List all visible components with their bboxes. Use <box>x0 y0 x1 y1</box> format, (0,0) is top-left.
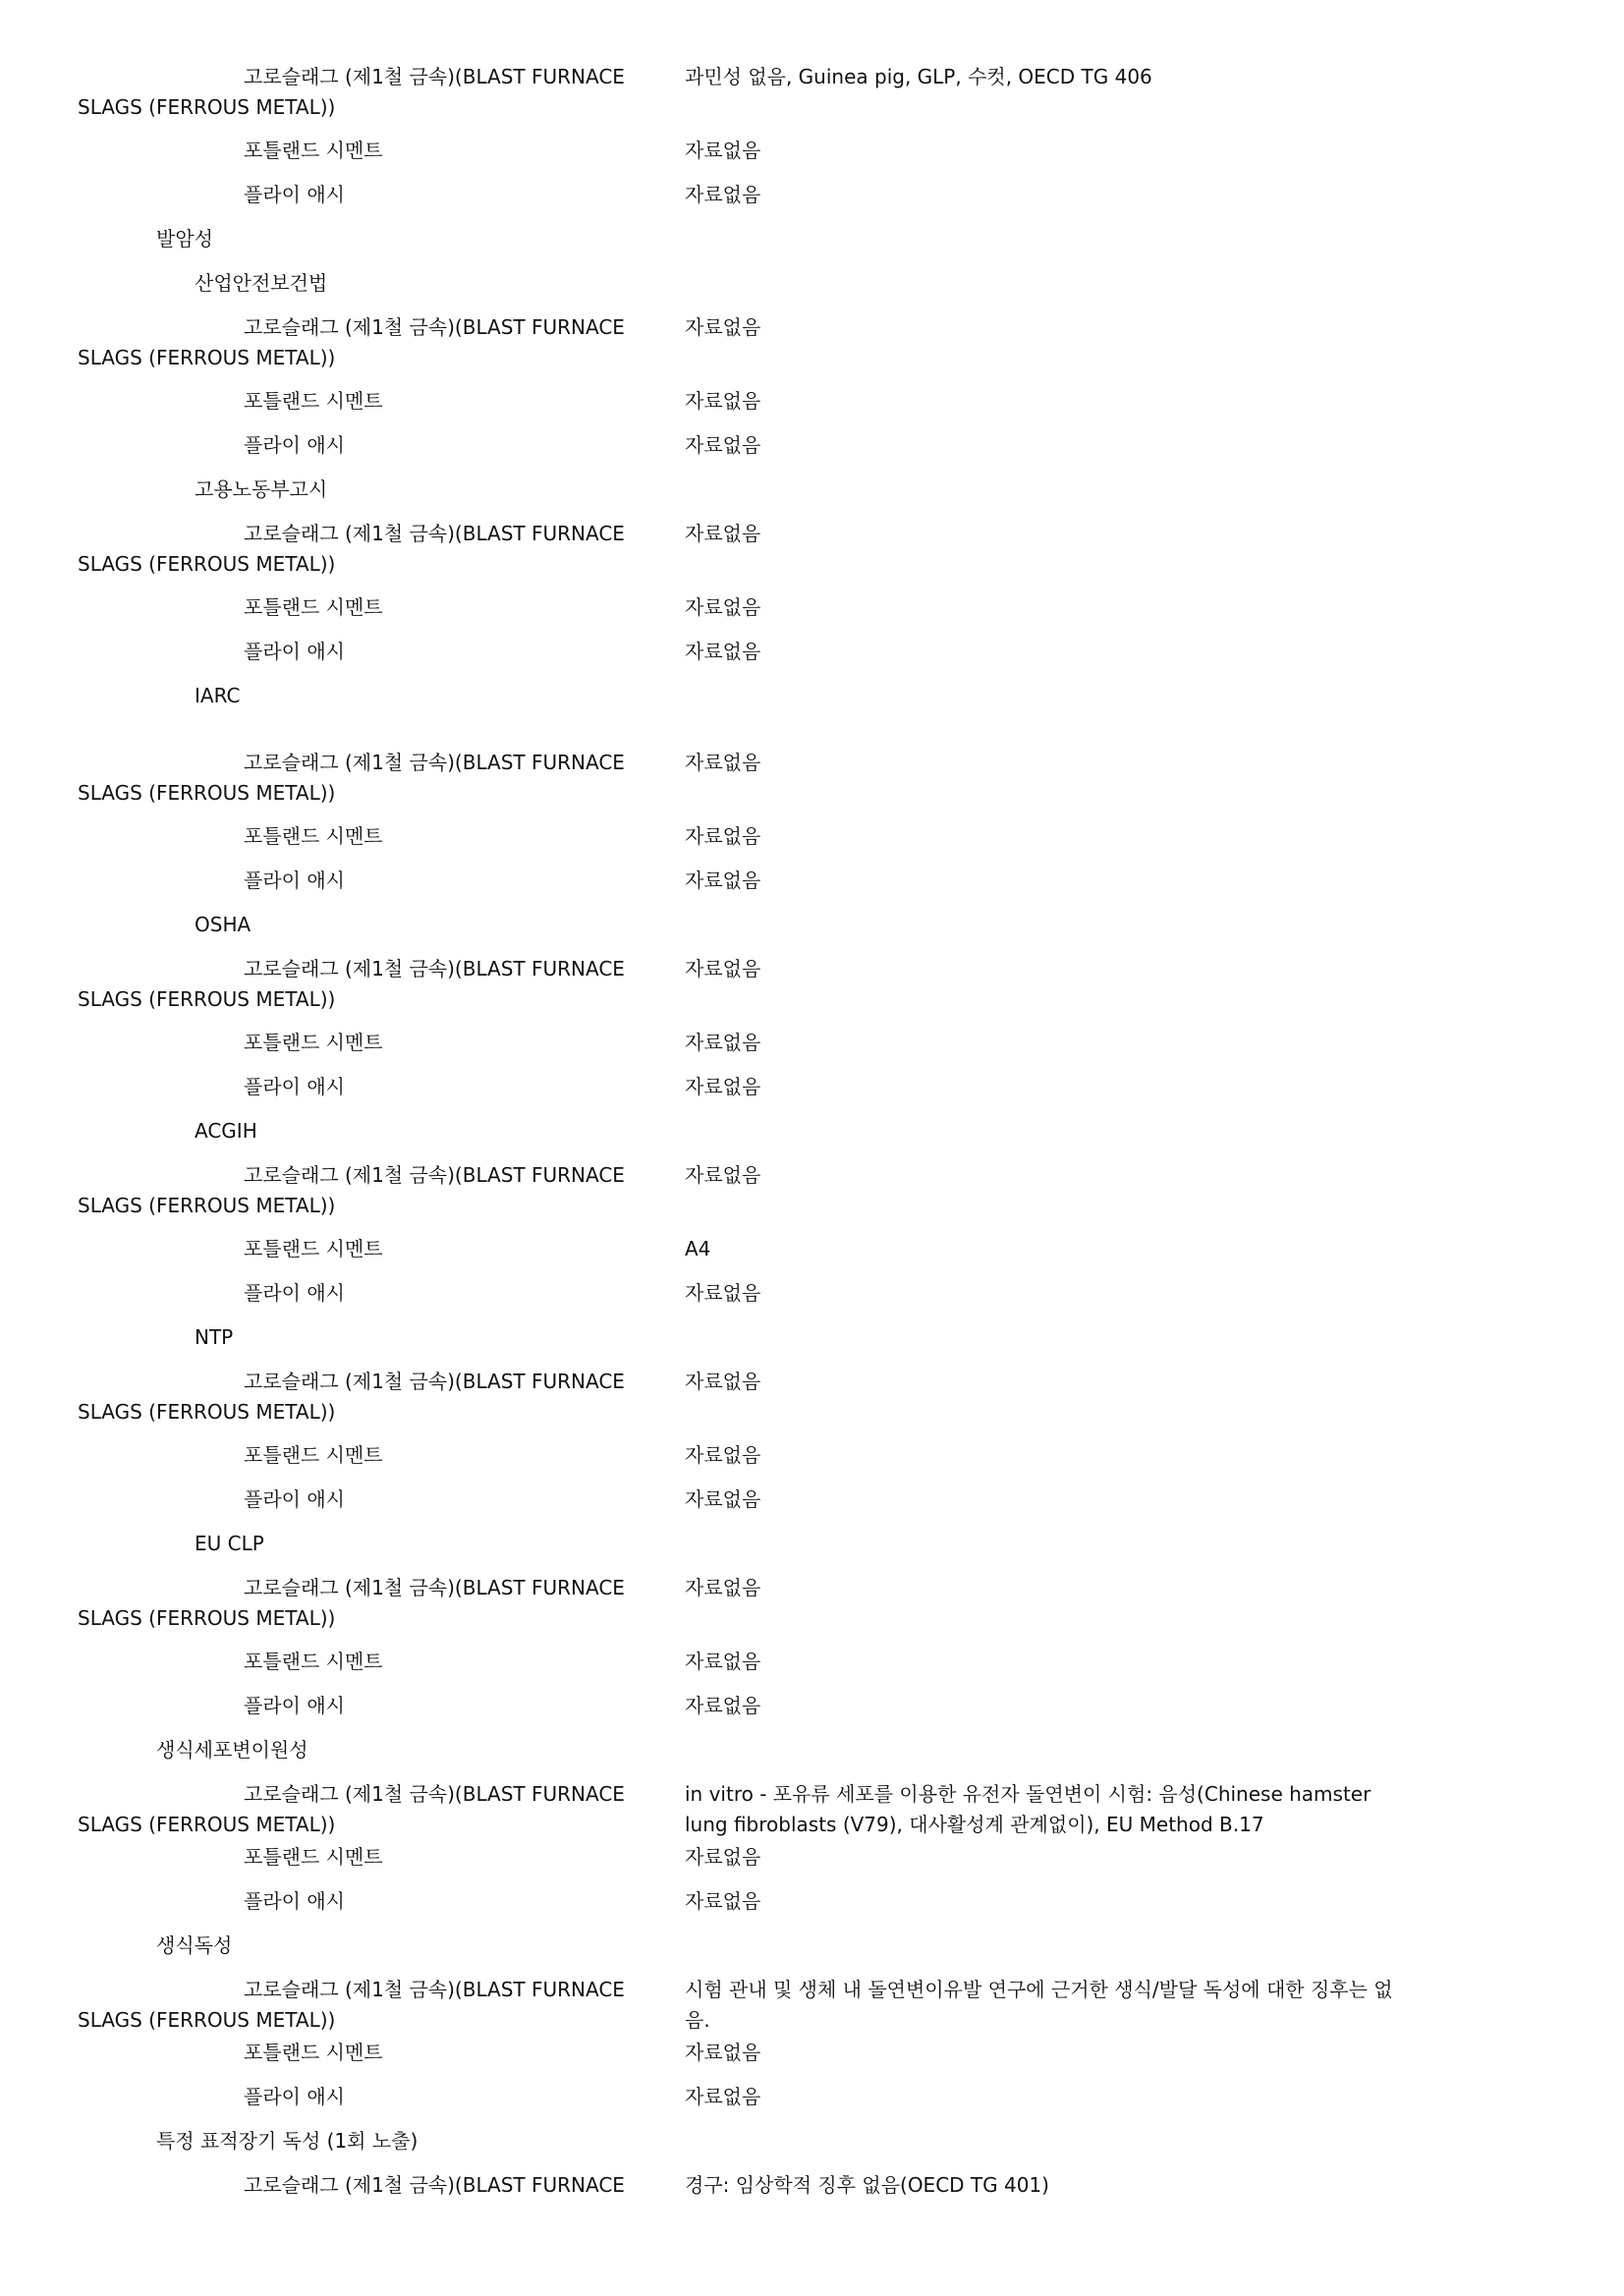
substance-value: 자료없음 <box>685 433 761 457</box>
substance-value: 자료없음 <box>685 824 761 848</box>
substance-value: 자료없음 <box>685 1889 761 1913</box>
substance-value-cont: 음. <box>685 2008 710 2032</box>
substance-name: 포틀랜드 시멘트 <box>244 1845 383 1869</box>
substance-name: 고로슬래그 (제1철 금속)(BLAST FURNACE <box>244 315 625 339</box>
substance-value-cont: lung fibroblasts (V79), 대사활성계 관계없이), EU Method B.17 <box>685 1813 1264 1836</box>
substance-value: 자료없음 <box>685 1370 761 1393</box>
substance-name: 포틀랜드 시멘트 <box>244 139 383 162</box>
substance-name-cont: SLAGS (FERROUS METAL)) <box>78 346 336 369</box>
substance-value: 자료없음 <box>685 2085 761 2108</box>
substance-value: 자료없음 <box>685 1576 761 1599</box>
substance-name: 플라이 애시 <box>244 2085 345 2108</box>
regulation-heading: EU CLP <box>195 1532 264 1555</box>
substance-name: 플라이 애시 <box>244 183 345 206</box>
substance-value: 자료없음 <box>685 2041 761 2064</box>
substance-value: 자료없음 <box>685 522 761 545</box>
substance-name: 고로슬래그 (제1철 금속)(BLAST FURNACE <box>244 751 625 774</box>
substance-value: 자료없음 <box>685 595 761 619</box>
regulation-heading: OSHA <box>195 913 252 936</box>
regulation-heading: NTP <box>195 1325 234 1349</box>
regulation-heading: 산업안전보건법 <box>195 271 328 295</box>
substance-name-cont: SLAGS (FERROUS METAL)) <box>78 1194 336 1217</box>
substance-name: 고로슬래그 (제1철 금속)(BLAST FURNACE <box>244 522 625 545</box>
section-heading: 생식독성 <box>156 1933 233 1957</box>
substance-value: 자료없음 <box>685 868 761 892</box>
substance-name: 포틀랜드 시멘트 <box>244 1650 383 1673</box>
substance-name: 고로슬래그 (제1철 금속)(BLAST FURNACE <box>244 1782 625 1806</box>
substance-name: 포틀랜드 시멘트 <box>244 824 383 848</box>
substance-name-cont: SLAGS (FERROUS METAL)) <box>78 987 336 1011</box>
regulation-heading: ACGIH <box>195 1119 257 1143</box>
substance-value: 과민성 없음, Guinea pig, GLP, 수컷, OECD TG 406 <box>685 65 1152 88</box>
substance-name: 플라이 애시 <box>244 1694 345 1717</box>
substance-name: 고로슬래그 (제1철 금속)(BLAST FURNACE <box>244 1163 625 1187</box>
substance-value: 자료없음 <box>685 315 761 339</box>
substance-name: 플라이 애시 <box>244 868 345 892</box>
substance-name: 플라이 애시 <box>244 1487 345 1511</box>
substance-value: A4 <box>685 1237 711 1260</box>
substance-name: 플라이 애시 <box>244 1075 345 1098</box>
section-heading: 생식세포변이원성 <box>156 1738 308 1762</box>
substance-value: 자료없음 <box>685 139 761 162</box>
substance-name: 포틀랜드 시멘트 <box>244 389 383 413</box>
substance-value: 자료없음 <box>685 1650 761 1673</box>
substance-name: 포틀랜드 시멘트 <box>244 1031 383 1054</box>
substance-name-cont: SLAGS (FERROUS METAL)) <box>78 1606 336 1630</box>
substance-value: 자료없음 <box>685 1163 761 1187</box>
substance-value: 경구: 임상학적 징후 없음(OECD TG 401) <box>685 2173 1049 2197</box>
substance-value: 자료없음 <box>685 1487 761 1511</box>
substance-name-cont: SLAGS (FERROUS METAL)) <box>78 781 336 805</box>
substance-value: in vitro - 포유류 세포를 이용한 유전자 돌연변이 시험: 음성(Chinese hamster <box>685 1782 1372 1806</box>
substance-value: 자료없음 <box>685 1694 761 1717</box>
substance-name: 플라이 애시 <box>244 1281 345 1305</box>
substance-name: 고로슬래그 (제1철 금속)(BLAST FURNACE <box>244 1978 625 2001</box>
substance-name: 고로슬래그 (제1철 금속)(BLAST FURNACE <box>244 957 625 980</box>
substance-name-cont: SLAGS (FERROUS METAL)) <box>78 95 336 119</box>
regulation-heading: 고용노동부고시 <box>195 477 328 501</box>
substance-name: 포틀랜드 시멘트 <box>244 595 383 619</box>
regulation-heading: IARC <box>195 684 241 707</box>
substance-name-cont: SLAGS (FERROUS METAL)) <box>78 2008 336 2032</box>
substance-value: 자료없음 <box>685 183 761 206</box>
substance-name: 포틀랜드 시멘트 <box>244 1237 383 1260</box>
substance-name: 플라이 애시 <box>244 1889 345 1913</box>
substance-value: 자료없음 <box>685 1031 761 1054</box>
substance-name-cont: SLAGS (FERROUS METAL)) <box>78 1813 336 1836</box>
substance-value: 자료없음 <box>685 1075 761 1098</box>
substance-value: 자료없음 <box>685 1443 761 1467</box>
substance-name-cont: SLAGS (FERROUS METAL)) <box>78 552 336 576</box>
substance-name: 고로슬래그 (제1철 금속)(BLAST FURNACE <box>244 2173 625 2197</box>
substance-value: 자료없음 <box>685 957 761 980</box>
substance-name: 고로슬래그 (제1철 금속)(BLAST FURNACE <box>244 65 625 88</box>
substance-name: 고로슬래그 (제1철 금속)(BLAST FURNACE <box>244 1576 625 1599</box>
substance-value: 자료없음 <box>685 1281 761 1305</box>
substance-name: 고로슬래그 (제1철 금속)(BLAST FURNACE <box>244 1370 625 1393</box>
substance-name: 포틀랜드 시멘트 <box>244 1443 383 1467</box>
section-heading: 발암성 <box>156 227 213 251</box>
substance-name-cont: SLAGS (FERROUS METAL)) <box>78 1400 336 1424</box>
substance-value: 자료없음 <box>685 389 761 413</box>
substance-name: 포틀랜드 시멘트 <box>244 2041 383 2064</box>
substance-name: 플라이 애시 <box>244 433 345 457</box>
substance-value: 자료없음 <box>685 1845 761 1869</box>
substance-value: 시험 관내 및 생체 내 돌연변이유발 연구에 근거한 생식/발달 독성에 대한 징후는 없 <box>685 1978 1393 2001</box>
substance-value: 자료없음 <box>685 640 761 663</box>
substance-name: 플라이 애시 <box>244 640 345 663</box>
substance-value: 자료없음 <box>685 751 761 774</box>
section-heading: 특정 표적장기 독성 (1회 노출) <box>156 2129 419 2153</box>
